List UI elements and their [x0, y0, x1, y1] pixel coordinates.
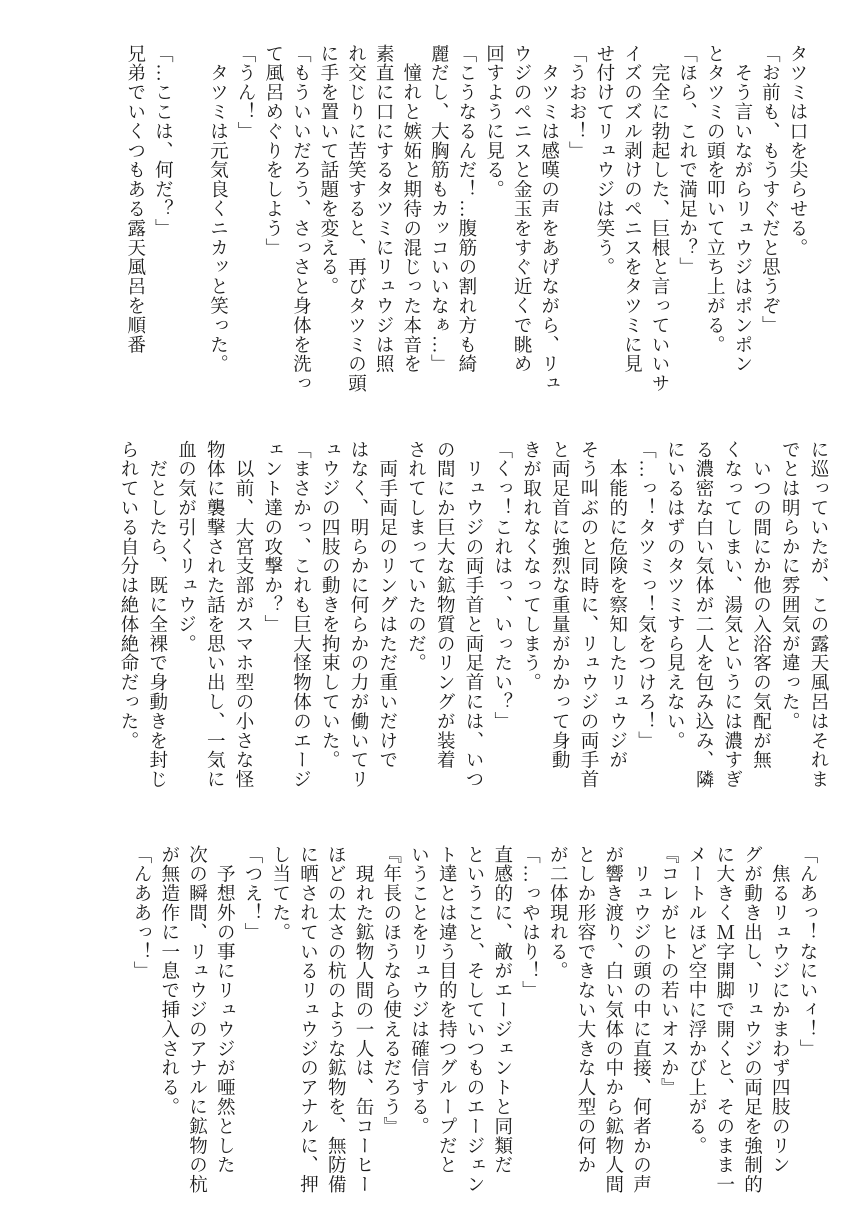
text-line: グが動き出し、リュウジの両足を強制的 — [741, 845, 762, 1195]
text-line: とタツミの頭を叩いて立ち上がる。 — [704, 44, 725, 355]
text-line: 両手両足のリングはただ重いだけで — [376, 440, 397, 770]
text-line: 「うおお！」 — [566, 44, 587, 161]
text-line: タツミは口を尖らせる。 — [787, 44, 807, 258]
text-line: 「まさかっ、これも巨大怪物体のエージ — [290, 440, 311, 790]
text-line: 「…ここは、何だ？」 — [152, 44, 173, 238]
text-line: 「んあっ！なにいィ！」 — [797, 845, 817, 1059]
text-line: 焦るリュウジにかまわず四肢のリン — [769, 845, 790, 1175]
text-line: 物体に襲撃された話を思い出し、一気に — [204, 440, 225, 790]
text-line: リュウジの両手首と両足首には、いつ — [463, 440, 483, 790]
text-line: 「もういいだろう、さっさと身体を洗っ — [290, 44, 311, 394]
text-line: リュウジの頭の中に直接、何者かの声 — [630, 845, 651, 1195]
text-line: にいるはずのタツミすら見えない。 — [664, 440, 685, 751]
text-line: が二体現れる。 — [547, 845, 568, 981]
text-line: 血の気が引くリュウジ。 — [175, 440, 196, 654]
text-line: と両足首に強烈な重量がかかって身動 — [549, 440, 570, 770]
text-line: 本能的に危険を察知したリュウジが — [606, 440, 627, 770]
text-block-bottom — [126, 845, 820, 1195]
text-line: に巡っていたが、この露天風呂はそれま — [808, 440, 828, 790]
text-line: 「お前も、もうすぐだと思うぞ」 — [759, 44, 780, 335]
text-line: 『年長のほうなら使えるだろう』 — [380, 845, 401, 1136]
text-line: に晒されているリュウジのアナルに、押 — [297, 845, 318, 1195]
text-line: メートルほど空中に浮かび上がる。 — [686, 845, 706, 1156]
text-line: されてしまっていたのだ。 — [405, 440, 426, 673]
text-line: いつの間にか他の入浴客の気配が無 — [750, 440, 771, 770]
text-line: 「こうなるんだ！…腹筋の割れ方も綺 — [455, 44, 476, 374]
text-block-middle — [113, 440, 832, 790]
text-line: 『コレがヒトの若いオスか』 — [658, 845, 679, 1098]
text-block-top — [120, 44, 810, 394]
text-line: し当てた。 — [269, 845, 290, 942]
text-line: れ交じりに苦笑すると、再びタツミの頭 — [345, 44, 366, 394]
text-line: る濃密な白い気体が二人を包み込み、隣 — [693, 440, 713, 790]
text-line: 直感的に、敵がエージェントと同類だ — [491, 845, 512, 1175]
text-line: 「うん！」 — [235, 44, 256, 141]
text-line: 完全に勃起した、巨根と言っていいサ — [649, 44, 670, 394]
text-line: 「…っやはり！」 — [519, 845, 540, 1001]
text-line: 「…っ！タツミっ！気をつけろ！」 — [635, 440, 656, 751]
text-line: きが取れなくなってしまう。 — [520, 440, 541, 693]
text-line: ウジのペニスと金玉をすぐ近くで眺め — [511, 44, 532, 374]
text-line: られている自分は絶体絶命だった。 — [118, 440, 138, 751]
text-line: 「つえ！」 — [242, 845, 262, 942]
text-line: の間にか巨大な鉱物質のリングが装着 — [434, 440, 455, 770]
text-line: でとは明らかに雰囲気が違った。 — [779, 440, 800, 731]
text-line: タツミは感嘆の声をあげながら、リュ — [538, 44, 559, 394]
text-line: が無造作に一息で挿入される。 — [158, 845, 179, 1117]
text-line: 次の瞬間、リュウジのアナルに鉱物の杭 — [186, 845, 207, 1195]
text-line — [175, 44, 203, 384]
text-line: そう言いながらリュウジはポンポン — [731, 44, 752, 374]
text-line: 「んああっ！」 — [131, 845, 151, 981]
text-line: せ付けてリュウジは笑う。 — [593, 44, 614, 277]
text-line: 兄弟でいくつもある露天風呂を順番 — [124, 44, 145, 355]
text-line: だとしたら、既に全裸で身動きを封じ — [146, 440, 167, 790]
text-line: そう叫ぶのと同時に、リュウジの両手首 — [578, 440, 598, 790]
text-line: いうことをリュウジは確信する。 — [408, 845, 429, 1136]
text-line: 憧れと嫉妬と期待の混じった本音を — [400, 44, 421, 374]
text-line: ェント達の攻撃か？」 — [261, 440, 282, 634]
text-line: タツミは元気良くニカッと笑った。 — [207, 44, 228, 374]
text-line: はなく、明らかに何らかの力が働いてリ — [348, 440, 368, 790]
text-line: ということ、そしていつものエージェン — [464, 845, 484, 1195]
text-line: 素直に口にするタツミにリュウジは照 — [373, 44, 394, 374]
text-line: て風呂めぐりをしよう」 — [262, 44, 283, 258]
text-line: 予想外の事にリュウジが唖然とした — [214, 845, 235, 1175]
text-line: ほどの太さの杭のような鉱物を、無防備 — [325, 845, 346, 1195]
text-line: ト達とは違う目的を持つグループだと — [436, 845, 457, 1175]
text-line: 「くっ！これはっ、いったい？」 — [491, 440, 512, 731]
text-line: 現れた鉱物人間の一人は、缶コーヒー — [353, 845, 373, 1195]
text-line: くなってしまい、湯気というには濃すぎ — [721, 440, 742, 790]
text-line: 回すように見る。 — [483, 44, 504, 200]
text-line: に手を置いて話題を変える。 — [317, 44, 338, 297]
text-line: ュウジの四肢の動きを拘束していた。 — [319, 440, 340, 770]
text-line: 「ほら、これで満足か？」 — [676, 44, 697, 277]
text-line: 以前、大宮支部がスマホ型の小さな怪 — [233, 440, 253, 790]
text-line: に大きくＭ字開脚で開くと、そのまま一 — [713, 845, 734, 1195]
text-line: が響き渡り、白い気体の中から鉱物人間 — [602, 845, 623, 1195]
text-line: イズのズル剥けのペニスをタツミに見 — [621, 44, 642, 374]
text-line: としか形容できない大きな人型の何か — [575, 845, 595, 1175]
text-line: 麗だし、大胸筋もカッコいいなぁ…」 — [428, 44, 449, 374]
